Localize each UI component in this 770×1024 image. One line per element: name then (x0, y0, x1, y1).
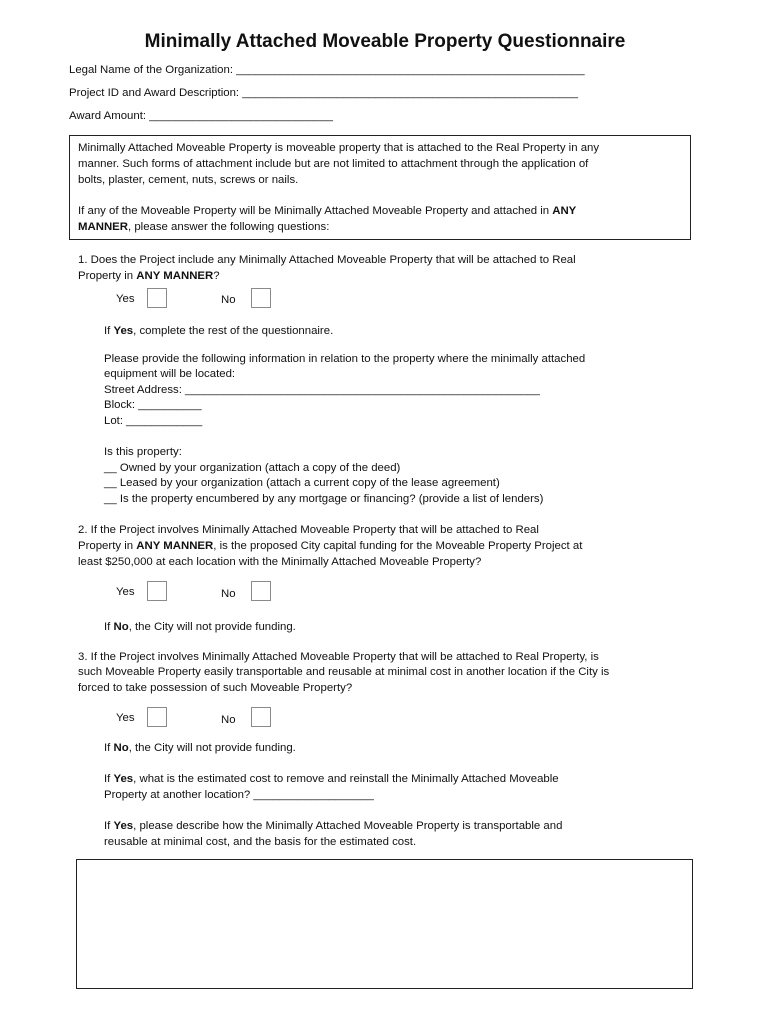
q1-line-2: Property in ANY MANNER? (78, 270, 220, 282)
block-field[interactable]: Block: __________ (104, 399, 202, 411)
q2-line-1: 2. If the Project involves Minimally Attached Moveable Property that will be attached to Real (78, 524, 539, 536)
q3-cost-line-1: If Yes, what is the estimated cost to remove and reinstall the Minimally Attached Moveable (104, 773, 559, 785)
lot-field[interactable]: Lot: ____________ (104, 415, 203, 427)
q1-no-checkbox[interactable] (251, 288, 271, 308)
q2-no-checkbox[interactable] (251, 581, 271, 601)
q2-no-label: No (221, 588, 236, 600)
page-title: Minimally Attached Moveable Property Questionnaire (144, 31, 626, 52)
q2-yes-checkbox[interactable] (147, 581, 167, 601)
q3-describe-line-2: reusable at minimal cost, and the basis for the estimated cost. (104, 836, 417, 848)
street-address-field[interactable]: Street Address: ________________________________________________________ (104, 384, 540, 396)
is-property-label: Is this property: (104, 446, 182, 458)
q1-no-label: No (221, 294, 236, 306)
q2-if-no-note: If No, the City will not provide funding. (104, 621, 296, 633)
q3-no-checkbox[interactable] (251, 707, 271, 727)
q3-yes-label: Yes (116, 712, 135, 724)
encumbered-option[interactable]: __ Is the property encumbered by any mortgage or financing? (provide a list of lenders) (104, 493, 544, 505)
q1-provide-line-2: equipment will be located: (104, 368, 236, 380)
intro-para2-line-1: If any of the Moveable Property will be Minimally Attached Moveable Property and attached in ANY (78, 205, 577, 217)
intro-line-2: manner. Such forms of attachment include but are not limited to attachment through the application of (78, 158, 589, 170)
q3-line-2: such Moveable Property easily transportable and reusable at minimal cost in another location if the City is (78, 666, 610, 678)
q3-no-label: No (221, 714, 236, 726)
q3-line-1: 3. If the Project involves Minimally Attached Moveable Property that will be attached to Real Property, is (78, 651, 599, 663)
q1-yes-label: Yes (116, 293, 135, 305)
q1-yes-checkbox[interactable] (147, 288, 167, 308)
leased-option[interactable]: __ Leased by your organization (attach a current copy of the lease agreement) (104, 477, 500, 489)
q1-provide-line-1: Please provide the following information in relation to the property where the minimally attached (104, 353, 586, 365)
intro-line-1: Minimally Attached Moveable Property is moveable property that is attached to the Real Property in any (78, 142, 600, 154)
q3-line-3: forced to take possession of such Moveable Property? (78, 682, 353, 694)
q3-yes-checkbox[interactable] (147, 707, 167, 727)
description-textarea[interactable] (76, 859, 693, 989)
project-id-field[interactable]: Project ID and Award Description: _____________________________________________________ (69, 87, 579, 99)
owned-option[interactable]: __ Owned by your organization (attach a copy of the deed) (104, 462, 401, 474)
intro-line-3: bolts, plaster, cement, nuts, screws or nails. (78, 174, 299, 186)
award-amount-field[interactable]: Award Amount: _____________________________ (69, 110, 333, 122)
q2-yes-label: Yes (116, 586, 135, 598)
q1-if-yes-note: If Yes, complete the rest of the questionnaire. (104, 325, 334, 337)
estimated-cost-field[interactable]: Property at another location? ___________________ (104, 789, 374, 801)
q1-line-1: 1. Does the Project include any Minimally Attached Moveable Property that will be attached to Real (78, 254, 576, 266)
q2-line-3: least $250,000 at each location with the Minimally Attached Moveable Property? (78, 556, 482, 568)
legal-name-field[interactable]: Legal Name of the Organization: _______________________________________________________ (69, 64, 585, 76)
q3-describe-line-1: If Yes, please describe how the Minimally Attached Moveable Property is transportable and (104, 820, 563, 832)
q2-line-2: Property in ANY MANNER, is the proposed City capital funding for the Moveable Property Project at (78, 540, 583, 552)
q3-if-no-note: If No, the City will not provide funding. (104, 742, 296, 754)
intro-para2-line-2: MANNER, please answer the following questions: (78, 221, 330, 233)
